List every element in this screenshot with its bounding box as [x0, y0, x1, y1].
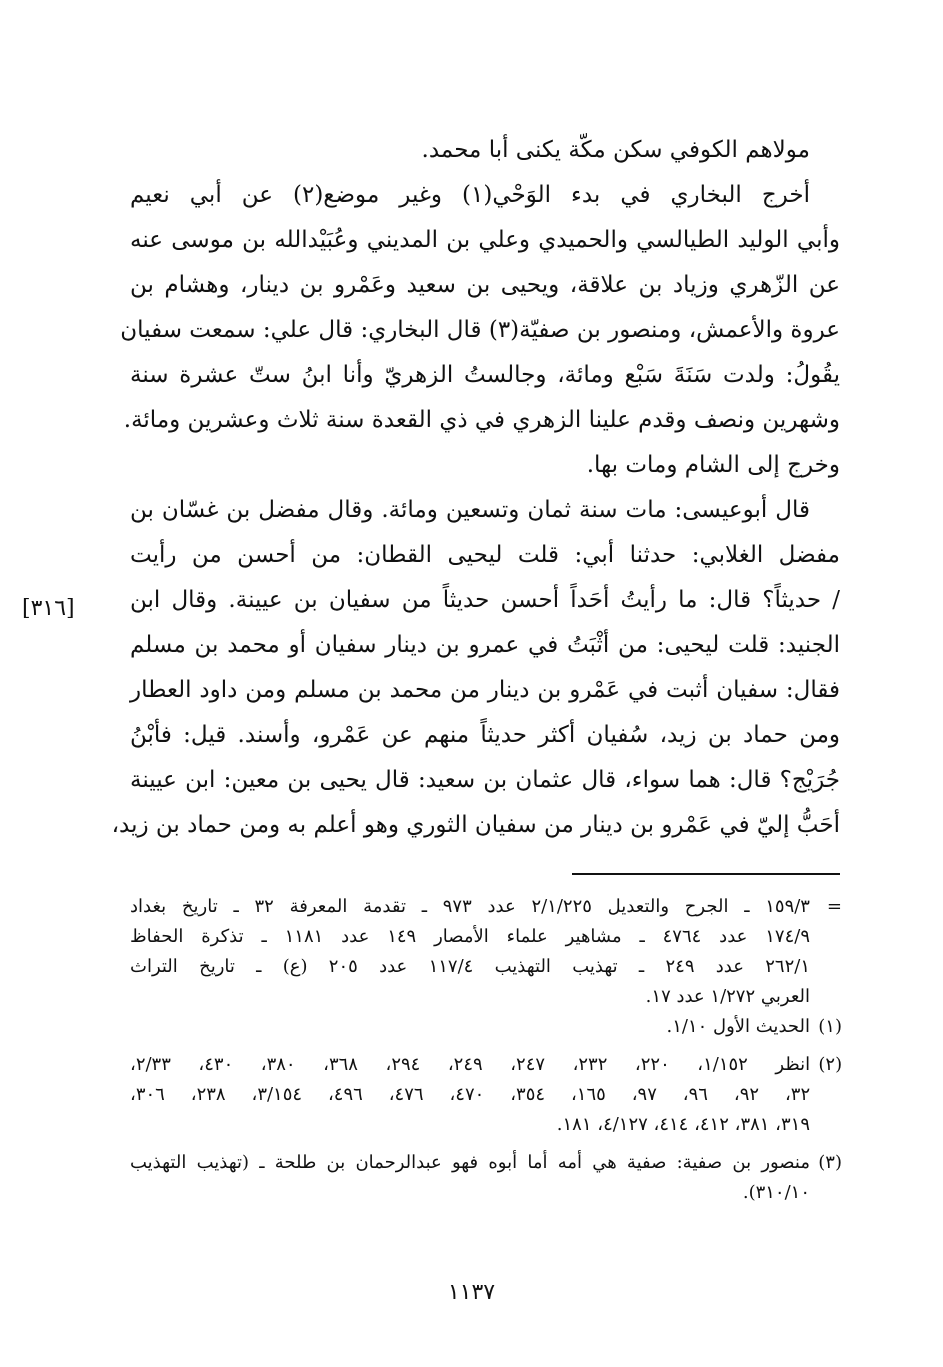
text-line: أحَبُّ إليّ في عَمْرو بن دينار من سفيان الثوري وهو أعلم به ومن حماد بن زيد، — [111, 812, 840, 838]
footnote-separator — [572, 873, 840, 875]
footnote-line — [130, 1012, 842, 1042]
text-line: عروة والأعمش، ومنصور بن صفيّة(٣) قال البخاري: قال علي: سمعت سفيان — [120, 317, 840, 343]
footnote-text: ٣١٠/١٠). — [742, 1182, 810, 1203]
footnote-text: العربي ١/٢٧٢ عدد ١٧. — [645, 986, 810, 1007]
footnote-marker: (٣) — [818, 1152, 842, 1173]
footnote-text: منصور بن صفية: صفية هي أمه أما أبوه فهو عبدالرحمان بن طلحة ـ (تهذيب التهذيب — [130, 1152, 810, 1173]
footnote-line — [130, 1148, 842, 1178]
text-line: مفضل الغلابي: حدثنا أبي: قلت ليحيى القطان: من أحسن من رأيت — [130, 542, 840, 568]
footnote-marker: = — [826, 896, 842, 917]
footnote-text: ١٥٩/٣ ـ الجرح والتعديل ٢/١/٢٢٥ عدد ٩٧٣ ـ تقدمة المعرفة ٣٢ ـ تاريخ بغداد — [130, 896, 810, 917]
footnote-text: ٣٢، ٩٢، ٩٦، ٩٧، ١٦٥، ٣٥٤، ٤٧٠، ٤٧٦، ٤٩٦، ٣/١٥٤، ٢٣٨، ٣٠٦، — [130, 1084, 811, 1105]
footnote-text: الحديث الأول ١/١٠. — [666, 1016, 810, 1037]
marginal-page-reference: [٣١٦] — [22, 596, 75, 621]
main-text — [111, 128, 841, 848]
footnote-marker: (١) — [818, 1016, 842, 1037]
footnote-text: ١٧٤/٩ عدد ٤٧٦٤ ـ مشاهير علماء الأمصار ١٤٩ عدد ١١٨١ ـ تذكرة الحفاظ — [130, 926, 810, 947]
footnote-line — [130, 1080, 842, 1110]
footnote-marker: (٢) — [818, 1054, 843, 1075]
text-line: وخرج إلى الشام ومات بها. — [586, 452, 840, 478]
text-line: فقال: سفيان أثبت في عَمْرو بن دينار من محمد بن مسلم ومن داود العطار — [130, 677, 841, 703]
text-line: وأبي الوليد الطيالسي والحميدي وعلي بن المديني وعُبَيْدالله بن موسى عنه — [130, 227, 840, 253]
footnote-line — [130, 922, 842, 952]
text-line: يقُولُ: ولدت سَنَةَ سَبْع ومائة، وجالستُ الزهريّ وأنا ابنُ ستّ عشرة سنة — [130, 362, 840, 388]
text-line: الجنيد: قلت ليحيى: من أثْبَتُ في عمرو بن دينار سفيان أو محمد بن مسلم — [130, 632, 840, 658]
text-line: عن الزّهري وزياد بن علاقة، ويحيى بن سعيد وعَمْرو بن دينار، وهشام بن — [130, 272, 840, 298]
page-number: ١١٣٧ — [447, 1280, 496, 1305]
footnote-line — [130, 1110, 842, 1140]
footnote-text: انظر ١/١٥٢، ٢٢٠، ٢٣٢، ٢٤٧، ٢٤٩، ٢٩٤، ٣٦٨، ٣٨٠، ٤٣٠، ٢/٣٣، — [130, 1054, 811, 1075]
footnote-line — [130, 952, 842, 982]
footnote-text: ٢٦٢/١ عدد ٢٤٩ ـ تهذيب التهذيب ١١٧/٤ عدد ٢٠٥ (ع) ـ تاريخ التراث — [130, 956, 811, 977]
text-line: أخرج البخاري في بدء الوَحْي(١) وغير موضع(٢) عن أبي نعيم — [130, 182, 810, 208]
text-line: ومن حماد بن زيد، سُفيان أكثر حديثاً منهم عن عَمْرو، وأسند. قيل: فأبْنُ — [130, 722, 840, 748]
text-line: مولاهم الكوفي سكن مكّة يكنى أبا محمد. — [421, 137, 810, 163]
footnote-line — [130, 982, 842, 1012]
text-line: قال أبوعيسى: مات سنة ثمان وتسعين ومائة. وقال مفضل بن غسّان بن — [130, 497, 810, 523]
footnotes — [130, 892, 842, 1208]
footnote-line — [130, 1050, 842, 1080]
footnote-line — [130, 892, 842, 922]
text-line: / حديثاً؟ قال: ما رأيتُ أحَداً أحسن حديثاً من سفيان بن عيينة. وقال ابن — [130, 587, 840, 613]
footnote-text: ٣١٩، ٣٨١، ٤١٢، ٤١٤، ٤/١٢٧، ١٨١. — [556, 1114, 810, 1135]
footnote-line — [130, 1178, 842, 1208]
text-line: جُرَيْج؟ قال: هما سواء، قال عثمان بن سعيد: قال يحيى بن معين: ابن عيينة — [130, 767, 840, 793]
text-line: وشهرين ونصف وقدم علينا الزهري في ذي القعدة سنة ثلاث وعشرين ومائة. — [123, 407, 840, 433]
